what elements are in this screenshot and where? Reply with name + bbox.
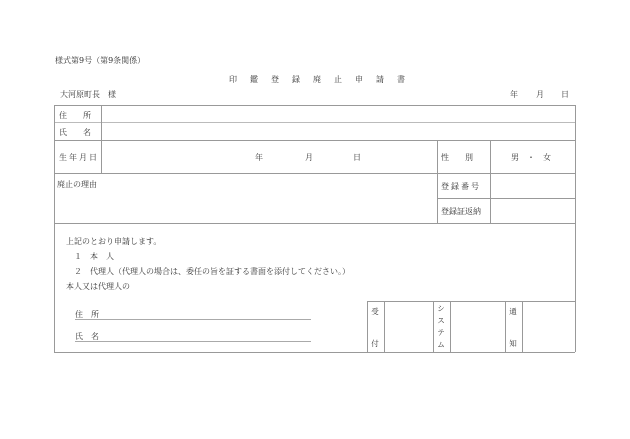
gender-options[interactable]: 男 ・ 女 xyxy=(511,153,551,162)
certificate-return-field[interactable] xyxy=(491,199,574,222)
name-field[interactable] xyxy=(102,123,574,139)
name-label: 氏 名 xyxy=(59,128,91,137)
applicant-address-line[interactable] xyxy=(75,319,311,320)
notice-stamp-box[interactable] xyxy=(523,302,574,351)
notice-label-bottom: 知 xyxy=(509,339,517,348)
birthdate-label: 生年月日 xyxy=(59,153,99,162)
gender-label: 性 別 xyxy=(441,153,473,162)
option-agent[interactable]: ２ 代理人（代理人の場合は、委任の旨を証する書面を添付してください。） xyxy=(74,267,350,276)
applicant-address-label: 住 所 xyxy=(75,310,99,319)
system-label-2: ス xyxy=(437,316,445,325)
applicant-name-line[interactable] xyxy=(75,341,311,342)
system-label-3: テ xyxy=(437,328,445,337)
receipt-stamp-box[interactable] xyxy=(385,302,432,351)
certificate-return-label: 登録証返納 xyxy=(441,207,481,216)
form-number: 様式第9号（第9条関係） xyxy=(55,56,146,65)
system-stamp-box[interactable] xyxy=(451,302,504,351)
system-label-1: シ xyxy=(437,304,445,313)
reason-field[interactable] xyxy=(57,190,435,222)
registration-number-field[interactable] xyxy=(491,174,574,197)
applicant-label: 本人又は代理人の xyxy=(66,282,130,291)
declaration-statement: 上記のとおり申請します。 xyxy=(66,237,162,246)
date-day: 日 xyxy=(561,90,569,99)
option-self[interactable]: １ 本 人 xyxy=(74,252,114,261)
date-month: 月 xyxy=(536,90,544,99)
address-field[interactable] xyxy=(102,106,574,121)
reason-label: 廃止の理由 xyxy=(57,180,97,189)
date-year: 年 xyxy=(510,90,518,99)
birth-month: 月 xyxy=(305,153,313,162)
notice-label-top: 通 xyxy=(509,307,517,316)
registration-number-label: 登録番号 xyxy=(441,182,481,191)
system-label-4: ム xyxy=(437,340,445,349)
birthdate-field[interactable] xyxy=(102,141,436,172)
form-title: 印鑑登録廃止申請書 xyxy=(229,75,418,84)
birth-year: 年 xyxy=(255,153,263,162)
applicant-name-label: 氏 名 xyxy=(75,332,99,341)
receipt-label-bottom: 付 xyxy=(371,339,379,348)
receipt-label-top: 受 xyxy=(371,307,379,316)
birth-day: 日 xyxy=(353,153,361,162)
address-label: 住 所 xyxy=(59,111,91,120)
addressee: 大河原町長 様 xyxy=(60,90,116,99)
